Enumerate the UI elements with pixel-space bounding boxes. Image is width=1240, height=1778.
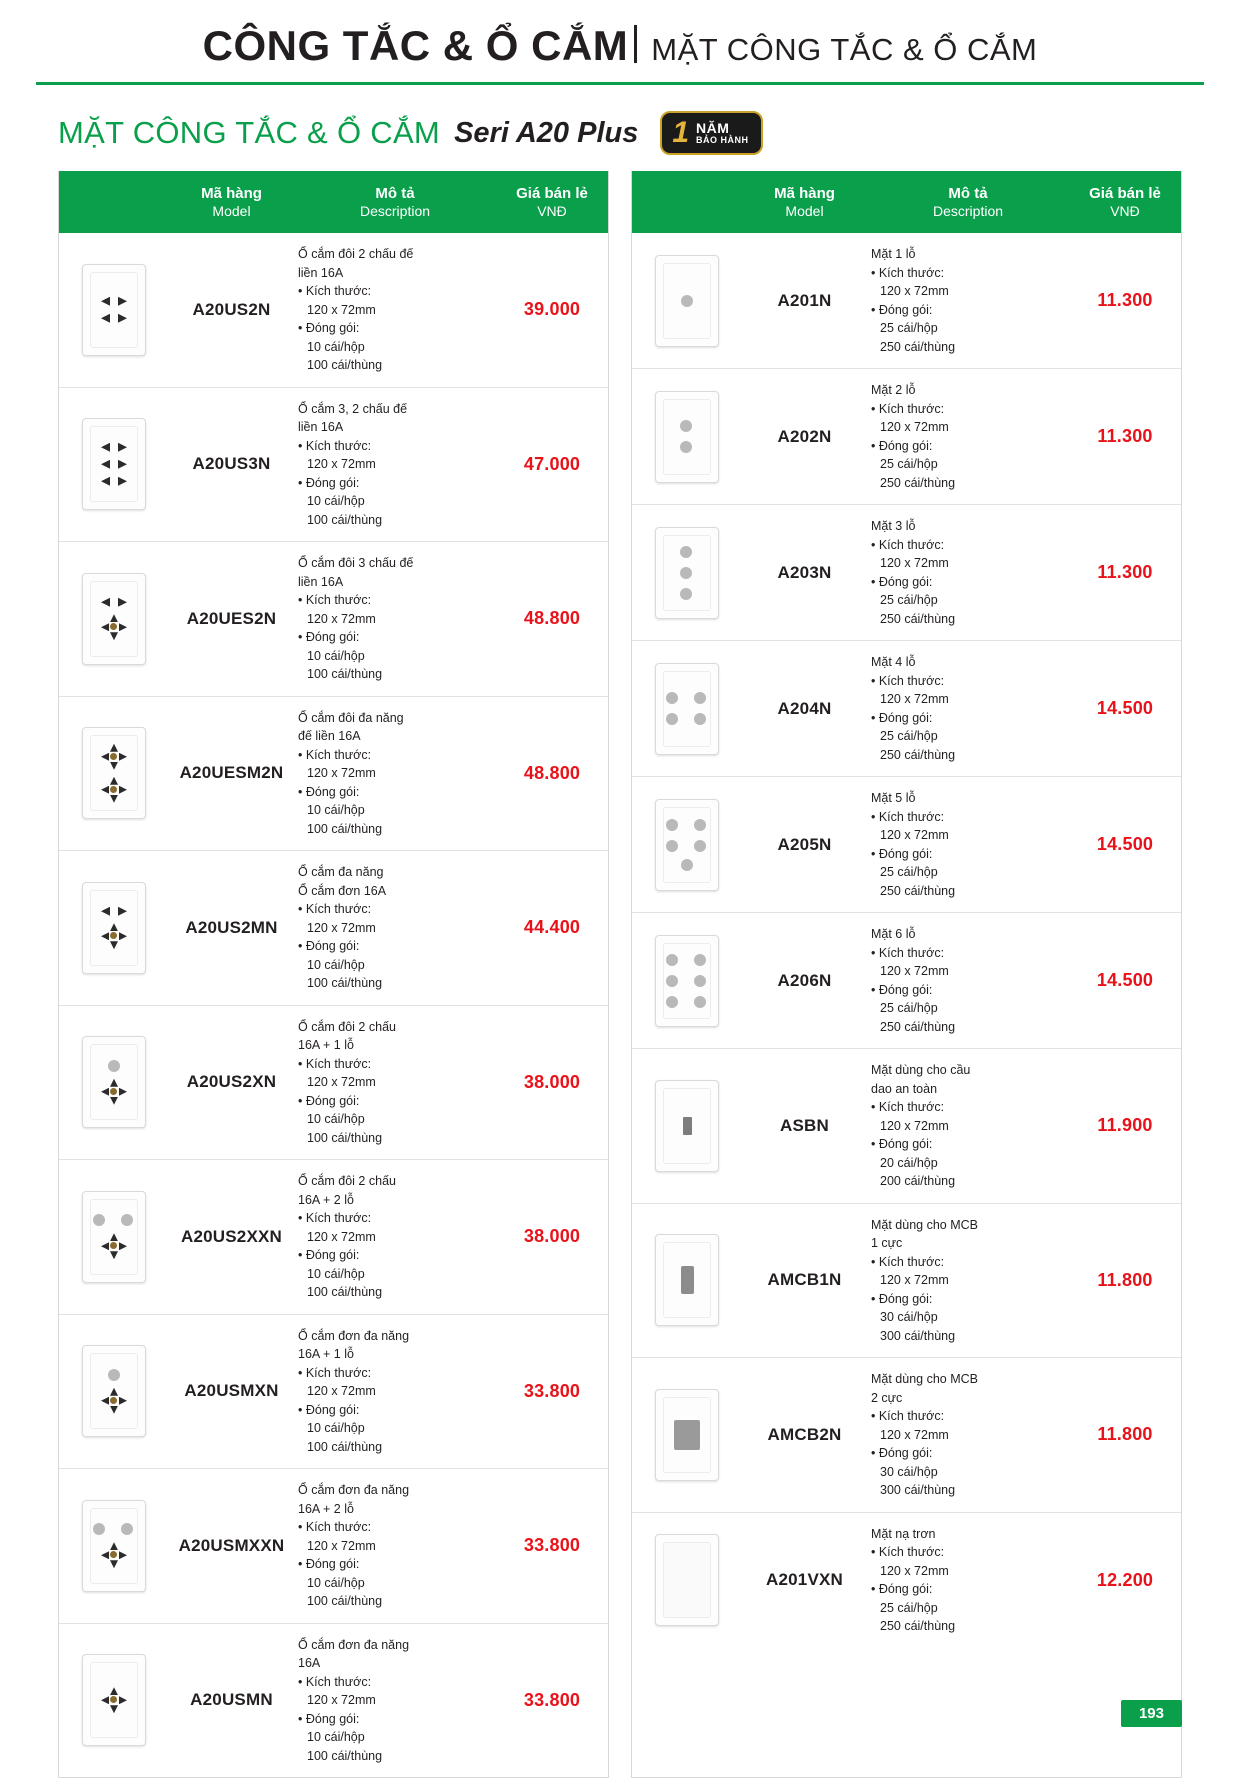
product-model: A201VXN — [766, 1570, 843, 1589]
product-description: Mặt 2 lỗ • Kích thước: 120 x 72mm • Đóng gói: 25 cái/hộp 250 cái/thùng — [871, 383, 956, 490]
header-model-col — [169, 185, 294, 219]
header-model-col — [742, 185, 867, 219]
socket-universal-double-icon — [59, 697, 169, 851]
table-row — [632, 505, 1181, 641]
header-rule — [36, 82, 1204, 85]
product-description: Ổ cắm 3, 2 chấu đế liền 16A • Kích thước: 120 x 72mm • Đóng gói: 10 cái/hộp 100 cái/thùng — [298, 401, 408, 527]
product-price: 11.300 — [1097, 290, 1153, 310]
header-model-en: Model — [212, 202, 251, 219]
product-description: Mặt dùng cho cầu dao an toàn • Kích thước: 120 x 72mm • Đóng gói: 20 cái/hộp 200 cái/thùng — [871, 1063, 971, 1188]
product-price: 11.900 — [1097, 1115, 1153, 1136]
plate-5hole-icon — [632, 777, 742, 912]
plate-mcb-1pole-icon — [632, 1204, 742, 1358]
header-titles — [0, 22, 1240, 70]
product-price: 33.800 — [523, 1380, 581, 1401]
product-description: Ổ cắm đôi 2 chấu 16A + 1 lỗ • Kích thước: 120 x 72mm • Đóng gói: 10 cái/hộp 100 cái/thùng — [298, 1019, 396, 1145]
table-row — [59, 1315, 608, 1470]
product-model: A20USMXN — [184, 1381, 279, 1401]
header-desc-col — [294, 185, 496, 219]
warranty-label-line1: NĂM — [696, 120, 730, 137]
product-description: Ổ cắm đôi đa năng đế liền 16A • Kích thước: 120 x 72mm • Đóng gói: 10 cái/hộp 100 cái/thùng — [298, 710, 404, 836]
product-price: 12.200 — [1096, 1569, 1154, 1590]
socket-3pin-double-icon — [59, 542, 169, 696]
product-model: A20UESM2N — [179, 763, 284, 783]
product-model: A20US3N — [192, 454, 271, 474]
product-description: Ổ cắm đôi 2 chấu đế liền 16A • Kích thước: 120 x 72mm • Đóng gói: 10 cái/hộp 100 cái/thùng — [298, 247, 414, 372]
product-description: Ổ cắm đôi 3 chấu đế liền 16A • Kích thước: 120 x 72mm • Đóng gói: 10 cái/hộp 100 cái/thùng — [298, 556, 414, 681]
product-model: A206N — [777, 970, 832, 990]
table-row — [632, 641, 1181, 777]
header-model-vi: Mã hàng — [201, 184, 262, 202]
product-price: 47.000 — [523, 453, 581, 474]
product-model: AMCB2N — [767, 1424, 842, 1444]
plate-2hole-icon — [632, 369, 742, 504]
table-row — [59, 851, 608, 1006]
product-model: A20USMXXN — [178, 1535, 285, 1555]
table-row — [632, 233, 1181, 369]
table-row — [59, 1469, 608, 1624]
socket-universal-single-2pin-icon — [59, 851, 169, 1005]
header-model-en: Model — [785, 202, 824, 219]
product-description: Mặt 3 lỗ • Kích thước: 120 x 72mm • Đóng gói: 25 cái/hộp 250 cái/thùng — [871, 519, 956, 626]
product-table-right — [631, 171, 1182, 1778]
product-description: Ổ cắm đôi 2 chấu 16A + 2 lỗ • Kích thước: 120 x 72mm • Đóng gói: 10 cái/hộp 100 cái/thùng — [298, 1174, 396, 1299]
product-model: A202N — [777, 426, 832, 446]
warranty-label — [696, 121, 749, 144]
table-row — [632, 1513, 1181, 1648]
product-model: A20UES2N — [186, 608, 277, 628]
section-serie: Seri A20 Plus — [454, 116, 639, 149]
product-model: ASBN — [780, 1115, 829, 1135]
product-description: Mặt 5 lỗ • Kích thước: 120 x 72mm • Đóng gói: 25 cái/hộp 250 cái/thùng — [871, 791, 956, 898]
product-tables — [58, 171, 1182, 1778]
product-model: A20US2XXN — [180, 1226, 282, 1246]
product-model: AMCB1N — [767, 1270, 842, 1290]
product-price: 11.800 — [1097, 1424, 1153, 1445]
product-model: A203N — [777, 562, 832, 582]
product-price: 33.800 — [523, 1689, 581, 1710]
warranty-label-line2: BẢO HÀNH — [696, 134, 749, 145]
plate-4hole-icon — [632, 641, 742, 776]
product-price: 14.500 — [1096, 970, 1154, 990]
product-price: 14.500 — [1096, 698, 1154, 718]
header-desc-vi: Mô tả — [948, 184, 988, 202]
table-row — [59, 697, 608, 852]
header-divider — [634, 25, 637, 63]
socket-universal-1hole-icon — [59, 1315, 169, 1469]
page-title: CÔNG TẮC & Ổ CẮM — [202, 22, 629, 69]
header-model-vi: Mã hàng — [774, 184, 835, 202]
table-body-left — [59, 233, 608, 1777]
product-model: A20US2XN — [186, 1072, 277, 1092]
plate-blank-icon — [632, 1513, 742, 1648]
table-header-left — [59, 171, 608, 233]
product-description: Mặt dùng cho MCB 1 cực • Kích thước: 120 x 72mm • Đóng gói: 30 cái/hộp 300 cái/thùng — [871, 1217, 978, 1343]
warranty-badge — [660, 111, 762, 155]
page-subtitle: MẶT CÔNG TẮC & Ổ CẮM — [651, 32, 1038, 67]
header-desc-vi: Mô tả — [375, 184, 415, 202]
product-price: 48.800 — [523, 608, 581, 629]
plate-mcb-2pole-icon — [632, 1358, 742, 1512]
product-model: A204N — [777, 698, 832, 718]
product-description: Mặt 4 lỗ • Kích thước: 120 x 72mm • Đóng gói: 25 cái/hộp 250 cái/thùng — [871, 655, 956, 762]
header-desc-col — [867, 185, 1069, 219]
socket-2pin-1hole-icon — [59, 1006, 169, 1160]
socket-2pin-triple-icon — [59, 388, 169, 542]
product-description: Ổ cắm đa năng Ổ cắm đơn 16A • Kích thước: 120 x 72mm • Đóng gói: 10 cái/hộp 100 cái/thùng — [298, 865, 387, 990]
header-price-vi: Giá bán lẻ — [516, 184, 588, 202]
table-row — [632, 777, 1181, 913]
table-row — [632, 1204, 1181, 1359]
page-number: 193 — [1121, 1700, 1182, 1727]
plate-safety-switch-icon — [632, 1049, 742, 1203]
product-price: 48.800 — [523, 762, 581, 783]
header-price-en: VNĐ — [1110, 202, 1140, 219]
socket-universal-single-icon — [59, 1624, 169, 1778]
table-row — [59, 1006, 608, 1161]
page-header — [0, 0, 1240, 85]
product-model: A205N — [777, 834, 832, 854]
product-description: Ổ cắm đơn đa năng 16A + 2 lỗ • Kích thước: 120 x 72mm • Đóng gói: 10 cái/hộp 100 cái/thùng — [298, 1483, 410, 1608]
table-row — [632, 913, 1181, 1049]
product-price: 11.300 — [1097, 426, 1153, 446]
header-price-col — [1069, 185, 1181, 219]
table-row — [59, 1160, 608, 1315]
product-price: 33.800 — [523, 1535, 581, 1556]
product-description: Mặt nạ trơn • Kích thước: 120 x 72mm • Đóng gói: 25 cái/hộp 250 cái/thùng — [871, 1526, 956, 1633]
header-desc-en: Description — [932, 202, 1004, 219]
product-model: A20US2MN — [185, 917, 278, 937]
table-row — [59, 542, 608, 697]
table-row — [59, 1624, 608, 1778]
product-price: 38.000 — [523, 1226, 581, 1247]
table-row — [632, 1049, 1181, 1204]
product-price: 44.400 — [523, 917, 581, 938]
product-model: A20US2N — [192, 299, 271, 319]
product-model: A20USMN — [190, 1690, 273, 1710]
product-price: 14.500 — [1096, 834, 1154, 854]
product-model: A201N — [777, 290, 832, 310]
table-body-right — [632, 233, 1181, 1648]
table-row — [632, 1358, 1181, 1513]
table-row — [59, 388, 608, 543]
product-description: Mặt 6 lỗ • Kích thước: 120 x 72mm • Đóng gói: 25 cái/hộp 250 cái/thùng — [871, 927, 956, 1034]
header-desc-en: Description — [359, 202, 431, 219]
plate-6hole-icon — [632, 913, 742, 1048]
table-row — [59, 233, 608, 388]
socket-2pin-2hole-icon — [59, 1160, 169, 1314]
product-description: Ổ cắm đơn đa năng 16A • Kích thước: 120 x 72mm • Đóng gói: 10 cái/hộp 100 cái/thùng — [298, 1637, 410, 1763]
product-price: 39.000 — [523, 299, 581, 320]
product-description: Mặt 1 lỗ • Kích thước: 120 x 72mm • Đóng gói: 25 cái/hộp 250 cái/thùng — [871, 247, 956, 354]
section-title: MẶT CÔNG TẮC & Ổ CẮM — [58, 115, 441, 150]
plate-3hole-icon — [632, 505, 742, 640]
product-table-left — [58, 171, 609, 1778]
section-header — [58, 111, 1240, 155]
product-price: 11.300 — [1097, 562, 1153, 582]
header-price-col — [496, 185, 608, 219]
socket-2pin-double-icon — [59, 233, 169, 387]
warranty-years: 1 — [672, 116, 690, 149]
table-row — [632, 369, 1181, 505]
plate-1hole-icon — [632, 233, 742, 368]
socket-universal-2hole-icon — [59, 1469, 169, 1623]
product-price: 38.000 — [523, 1071, 581, 1092]
product-price: 11.800 — [1097, 1269, 1153, 1290]
header-price-en: VNĐ — [537, 202, 567, 219]
product-description: Mặt dùng cho MCB 2 cực • Kích thước: 120 x 72mm • Đóng gói: 30 cái/hộp 300 cái/thùng — [871, 1372, 978, 1497]
table-header-right — [632, 171, 1181, 233]
header-price-vi: Giá bán lẻ — [1089, 184, 1161, 202]
product-description: Ổ cắm đơn đa năng 16A + 1 lỗ • Kích thước: 120 x 72mm • Đóng gói: 10 cái/hộp 100 cái/thùng — [298, 1328, 410, 1454]
